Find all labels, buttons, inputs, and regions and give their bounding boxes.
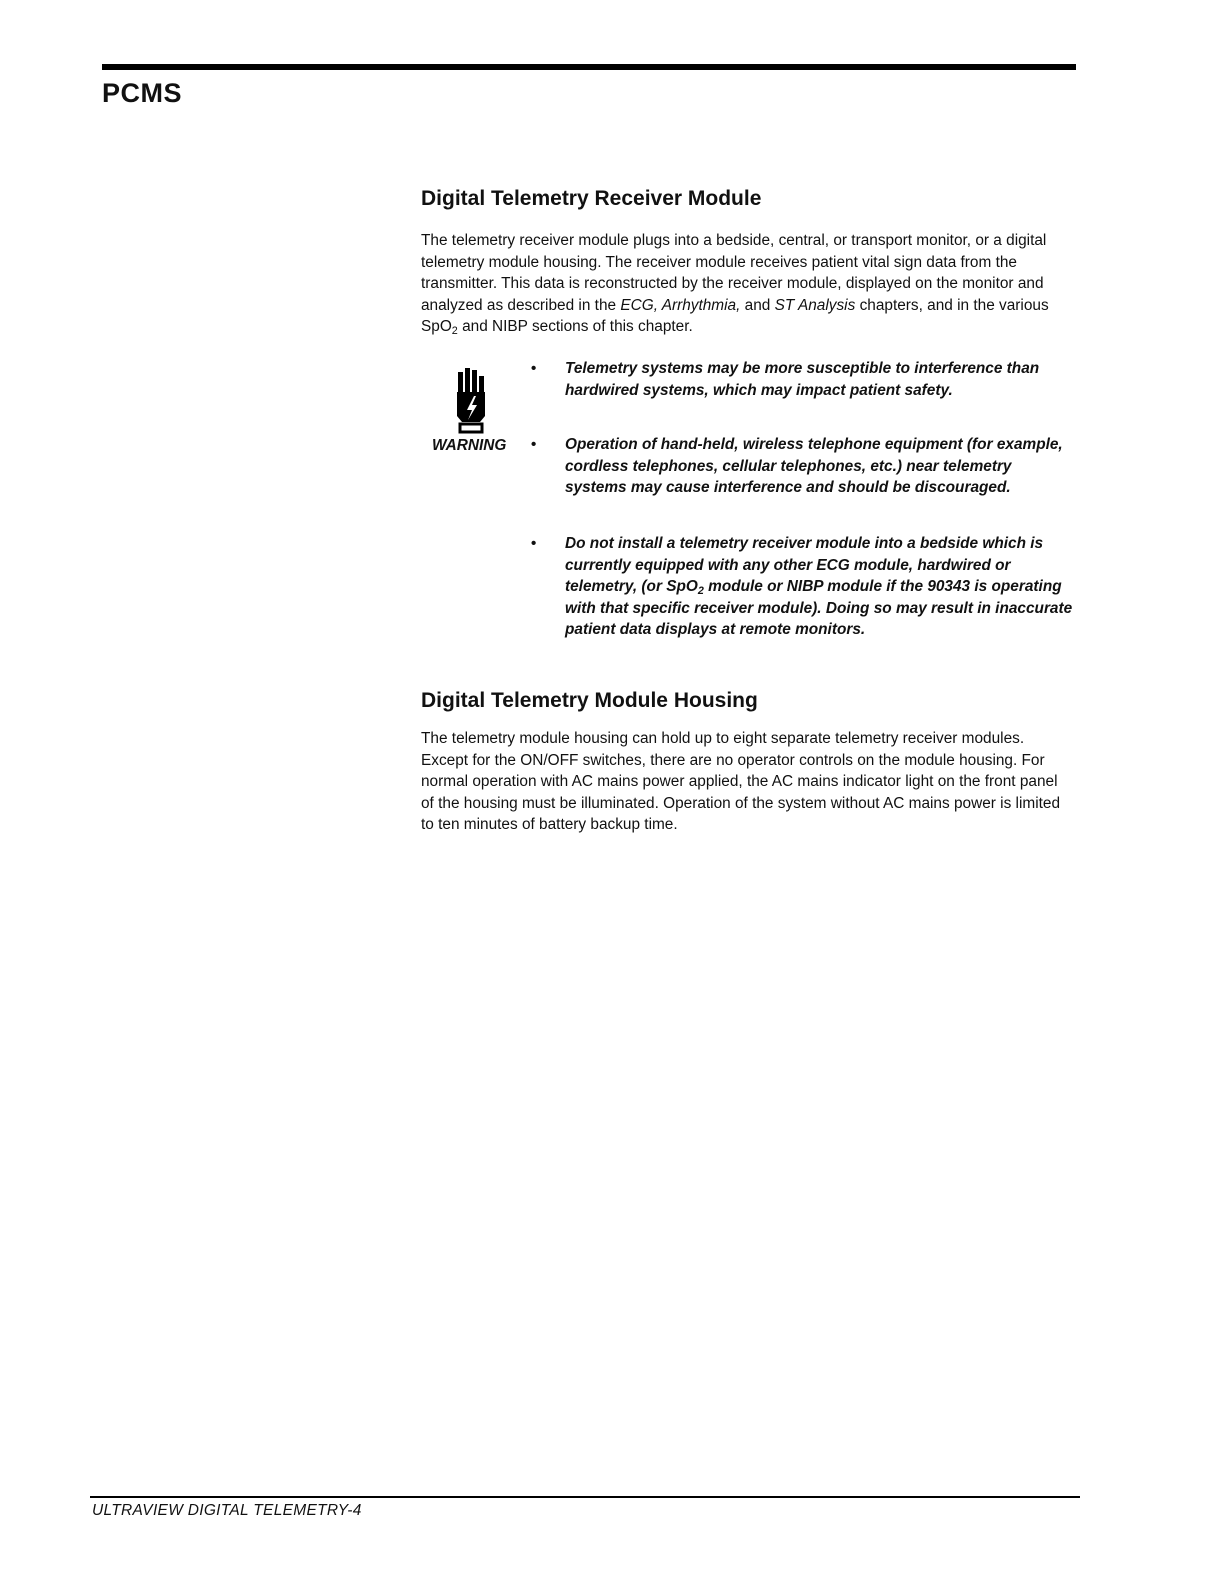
warning-label: WARNING <box>432 437 507 454</box>
bullet-marker: • <box>531 360 537 377</box>
warning-item-2: Operation of hand-held, wireless telephone equipment (for example, cordless telephones, cellular telephones, etc.) near telemetry systems may cause interference and should be discouraged. <box>565 436 1063 496</box>
housing-paragraph: The telemetry module housing can hold up to eight separate telemetry receiver modules. Except for the ON/OFF switches, there are no operator controls on the module housing. For normal operation with AC mains power applied, the AC mains indicator light on the front panel of the housing must be illuminated. Operation of the system without AC mains power is limited to ten minutes of battery backup time. <box>421 730 1061 833</box>
warning-item-3: Do not install a telemetry receiver module into a bedside which is currently equipped with any other ECG module, hardwired or telemetry, (or SpO$_2$ module or NIBP module if the 90343 is operating with that specific receiver module). Doing so may result in inaccurate patient data displays at remote monitors. <box>565 535 1073 638</box>
section-tag: PCMS <box>102 78 183 108</box>
hand-warning-icon <box>450 366 492 434</box>
receiver-module-paragraph: The telemetry receiver module plugs into a bedside, central, or transport monitor, or a digital telemetry module housing. The receiver module receives patient vital sign data from the transmitter. This data is reconstructed by the receiver module, displayed on the monitor and analyzed as described in the ECG, Arrhythmia, and ST Analysis chapters, and in the various SpO$_2$ and NIBP sections of this chapter. <box>421 232 1049 337</box>
header-rule <box>102 64 1076 70</box>
page-footer: ULTRAVIEW DIGITAL TELEMETRY-4 <box>92 1502 362 1519</box>
footer-rule <box>90 1496 1080 1498</box>
bullet-marker: • <box>531 535 537 552</box>
receiver-module-heading: Digital Telemetry Receiver Module <box>421 187 762 210</box>
housing-heading: Digital Telemetry Module Housing <box>421 689 758 712</box>
warning-item-1: Telemetry systems may be more susceptible to interference than hardwired systems, which may impact patient safety. <box>565 360 1040 399</box>
bullet-marker: • <box>531 436 537 453</box>
